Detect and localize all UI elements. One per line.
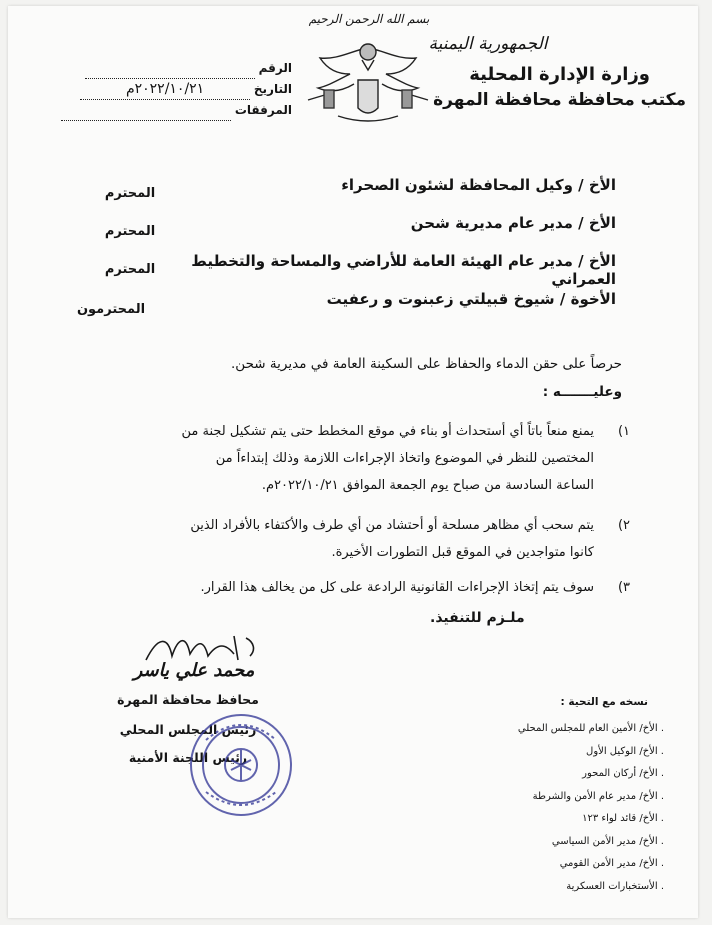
item-1-line: الساعة السادسة من صباح يوم الجمعة الموافق ٢٠٢٢/١٠/٢١م. [261, 478, 594, 493]
item-3 [30, 574, 630, 601]
item-1-number: ١) [617, 424, 630, 439]
therefore-line: وعليـــــــه : [542, 384, 622, 400]
item-1 [30, 418, 630, 499]
addressee-2: الأخ / مدير عام مديرية شحن [410, 214, 616, 232]
copy-item: . الأستخبارات العسكرية [566, 880, 664, 892]
item-2 [30, 512, 630, 566]
ministry-title: وزارة الإدارة المحلية [469, 64, 650, 85]
official-stamp-icon [186, 710, 296, 820]
republic-emblem-icon [298, 30, 438, 130]
ref-row [42, 58, 292, 79]
honorific-1: المحترم [104, 186, 156, 201]
copy-item: . الأخ/ قائد لواء ١٢٣ [582, 813, 664, 824]
item-2-line: كانوا متواجدين في الموقع قبل التطورات الأخيرة. [331, 545, 594, 560]
copy-item: . الأخ/ الأمين العام للمجلس المحلي [517, 723, 664, 734]
signature-title-1: محافظ محافظة المهرة [117, 692, 259, 707]
item-3-line: سوف يتم إتخاذ الإجراءات القانونية الرادعة على كل من يخالف هذا القرار. [200, 580, 594, 595]
item-2-line: يتم سحب أي مظاهر مسلحة أو أحتشاد من أي طرف والأكتفاء بالأفراد الذين [190, 518, 594, 533]
ref-label: الرقم [258, 61, 292, 75]
office-title: مكتب محافظة محافظة المهرة [433, 90, 686, 110]
copy-item: . الأخ/ مدير الأمن السياسي [551, 835, 664, 847]
intro-line: حرصاً على حقن الدماء والحفاظ على السكينة العامة في مديرية شحن. [231, 356, 622, 372]
honorific-3: المحترم [104, 262, 156, 277]
attachments-row [42, 100, 292, 121]
copies-list [444, 718, 664, 898]
item-2-text [30, 512, 594, 566]
attachments-label: المرفقات [234, 103, 292, 117]
document-page [8, 6, 698, 918]
item-3-number: ٣) [617, 580, 630, 595]
honorific-4: المحترمون [76, 302, 146, 317]
honorific-2: المحترم [104, 224, 156, 239]
item-2-number: ٢) [617, 518, 630, 533]
copy-item: . الأخ/ مدير عام الأمن والشرطة [532, 790, 664, 802]
ref-value [85, 58, 255, 79]
closing-line: ملـزم للتنفيذ. [430, 610, 525, 626]
signature-title-2: رئيس المجلس المحلي [119, 722, 257, 737]
attachments-value [61, 100, 231, 121]
item-1-line: المختصين للنظر في الموضوع واتخاذ الإجراءات اللازمة وذلك إبتداءاً من [215, 451, 594, 466]
addressee-3: الأخ / مدير عام الهيئة العامة للأراضي والمساحة والتخطيط العمراني [191, 252, 616, 288]
item-1-text [30, 418, 594, 499]
item-3-text [30, 574, 594, 601]
republic-title: الجمهورية اليمنية [428, 34, 548, 54]
item-1-line: يمنع منعاً باتاً أي أستحداث أو بناء في موقع المخطط حتى يتم تشكيل لجنة من [181, 424, 594, 439]
date-row [42, 79, 292, 100]
addressee-4: الأخوة / شيوخ قبيلتي زعبنوت و رعفيت [326, 290, 616, 308]
signature-title-3: رئيس اللجنة الأمنية [128, 750, 248, 765]
copy-item: . الأخ/ الوكيل الأول [586, 745, 664, 757]
basmala: بسم الله الرحمن الرحيم [308, 12, 430, 26]
addressee-1: الأخ / وكيل المحافظة لشئون الصحراء [341, 176, 616, 194]
copies-heading: نسخه مع التحية : [560, 696, 648, 708]
reference-block [42, 58, 292, 121]
signature-name: محمد علي ياسر [133, 660, 255, 681]
date-value: ٢٠٢٢/١٠/٢١م [80, 79, 250, 100]
copy-item: . الأخ/ أركان المحور [582, 768, 664, 779]
copy-item: . الأخ/ مدير الأمن القومي [559, 858, 664, 869]
date-label: التاريخ [253, 82, 292, 96]
